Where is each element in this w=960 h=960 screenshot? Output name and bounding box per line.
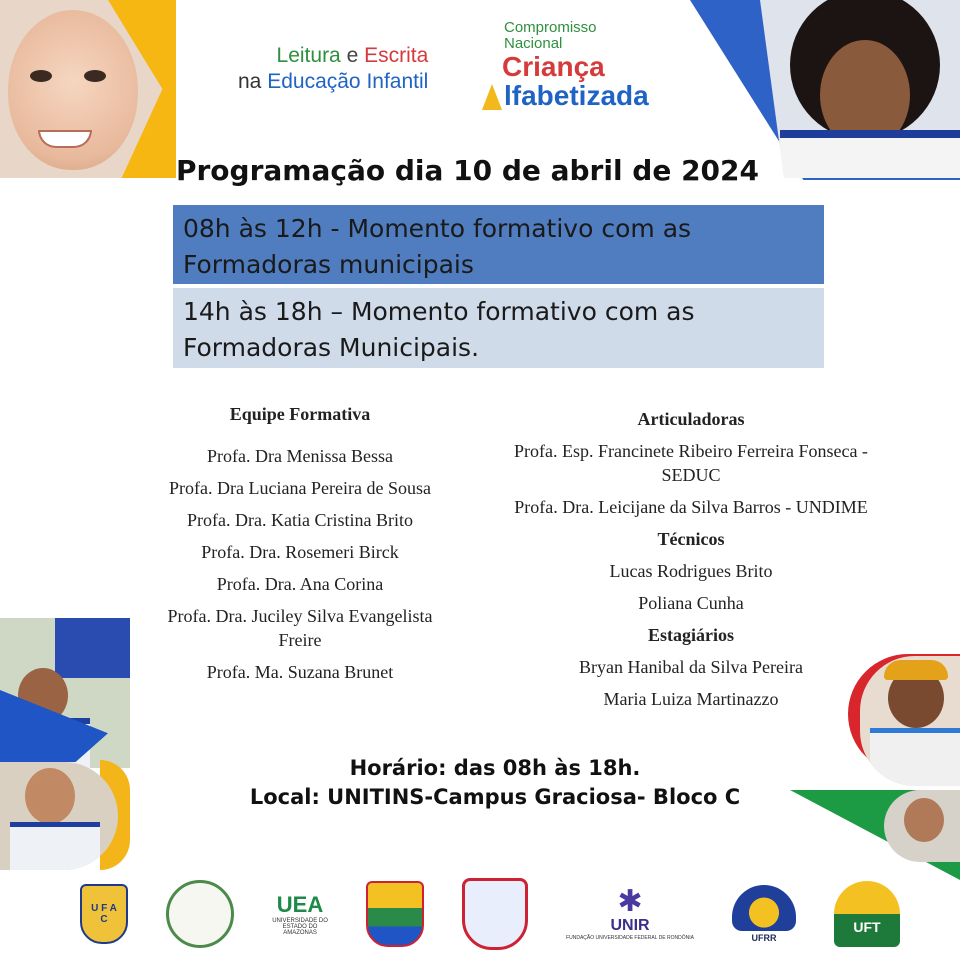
logo-text: Nacional — [504, 35, 563, 52]
pencil-icon — [482, 84, 502, 110]
star-icon: ✱ — [617, 885, 643, 918]
ufam-seal-logo — [166, 880, 234, 948]
child-photo-bottom-right — [860, 656, 960, 786]
team-member: Profa. Dra. Katia Cristina Brito — [187, 510, 413, 530]
logo-text: UNIR — [610, 917, 650, 934]
logo-text: Compromisso — [504, 19, 597, 36]
event-location: Local: UNITINS-Campus Graciosa- Bloco C — [249, 785, 741, 809]
schedule-line: 14h às 18h – Momento formativo com as — [183, 297, 695, 326]
state-shield-logo — [366, 881, 424, 947]
team-member: Profa. Ma. Suzana Brunet — [206, 662, 394, 682]
logo-text: UNIVERSIDADE DO ESTADO DO AMAZONAS — [272, 918, 328, 936]
team-member: Freire — [278, 630, 322, 650]
logo-text: na — [238, 70, 262, 93]
child-photo-bottom-left-2 — [0, 762, 118, 870]
team-member: Bryan Hanibal da Silva Pereira — [579, 657, 803, 677]
child-photo-bottom-right-2 — [884, 790, 960, 862]
team-member: Poliana Cunha — [638, 593, 744, 613]
section-heading: Técnicos — [657, 529, 725, 549]
coordination-section — [480, 408, 902, 720]
page-title: Programação dia 10 de abril de 2024 — [175, 154, 760, 187]
schedule-line: Formadoras Municipais. — [183, 333, 480, 362]
logo-text: UFT — [853, 919, 881, 935]
logo-text: Escrita — [364, 44, 429, 67]
schedule-block-morning — [173, 205, 824, 284]
ufrr-logo — [732, 885, 796, 943]
uft-logo — [834, 881, 900, 947]
partner-logos — [80, 876, 900, 952]
team-member: Profa. Dra. Leicijane da Silva Barros - UNDIME — [514, 497, 868, 517]
team-member: Profa. Dra. Juciley Silva Evangelista — [167, 606, 433, 626]
team-member: SEDUC — [661, 465, 721, 485]
section-heading: Articuladoras — [637, 409, 745, 429]
team-member: Profa. Dra Menissa Bessa — [207, 446, 393, 466]
logo-text: Educação Infantil — [267, 70, 429, 93]
team-member: Profa. Dra Luciana Pereira de Sousa — [169, 478, 431, 498]
team-member: Profa. Esp. Francinete Ribeiro Ferreira Fonseca - — [514, 441, 868, 461]
federal-university-emblem-logo — [462, 878, 528, 950]
ufac-logo — [80, 884, 128, 944]
schedule-line: Formadoras municipais — [183, 250, 474, 279]
leitura-escrita-logo — [238, 44, 428, 94]
schedule-line: 08h às 12h - Momento formativo com as — [183, 214, 692, 243]
logo-text: Leitura — [276, 44, 341, 67]
logo-text: Criança — [502, 51, 605, 82]
unir-logo — [566, 887, 694, 941]
schedule-block-afternoon — [173, 288, 824, 368]
child-photo-top-right — [760, 0, 960, 178]
logo-text: e — [346, 44, 359, 67]
section-heading: Estagiários — [647, 625, 734, 645]
schedule-hours: Horário: das 08h às 18h. — [349, 756, 641, 780]
uea-logo — [272, 892, 328, 936]
logo-text: lfabetizada — [504, 80, 649, 111]
team-member: Profa. Dra. Ana Corina — [216, 574, 384, 594]
crianca-alfabetizada-logo — [482, 20, 649, 110]
team-member: Lucas Rodrigues Brito — [609, 561, 773, 581]
equipe-formativa-section — [140, 404, 460, 693]
logo-text: UEA — [276, 892, 324, 917]
team-member: Profa. Dra. Rosemeri Birck — [201, 542, 399, 562]
logo-text: UFRR — [751, 933, 777, 943]
team-member: Maria Luiza Martinazzo — [603, 689, 779, 709]
logo-text: U F A C — [91, 903, 117, 925]
section-heading: Equipe Formativa — [229, 404, 371, 424]
logo-text: FUNDAÇÃO UNIVERSIDADE FEDERAL DE RONDÔNIA — [566, 935, 694, 941]
